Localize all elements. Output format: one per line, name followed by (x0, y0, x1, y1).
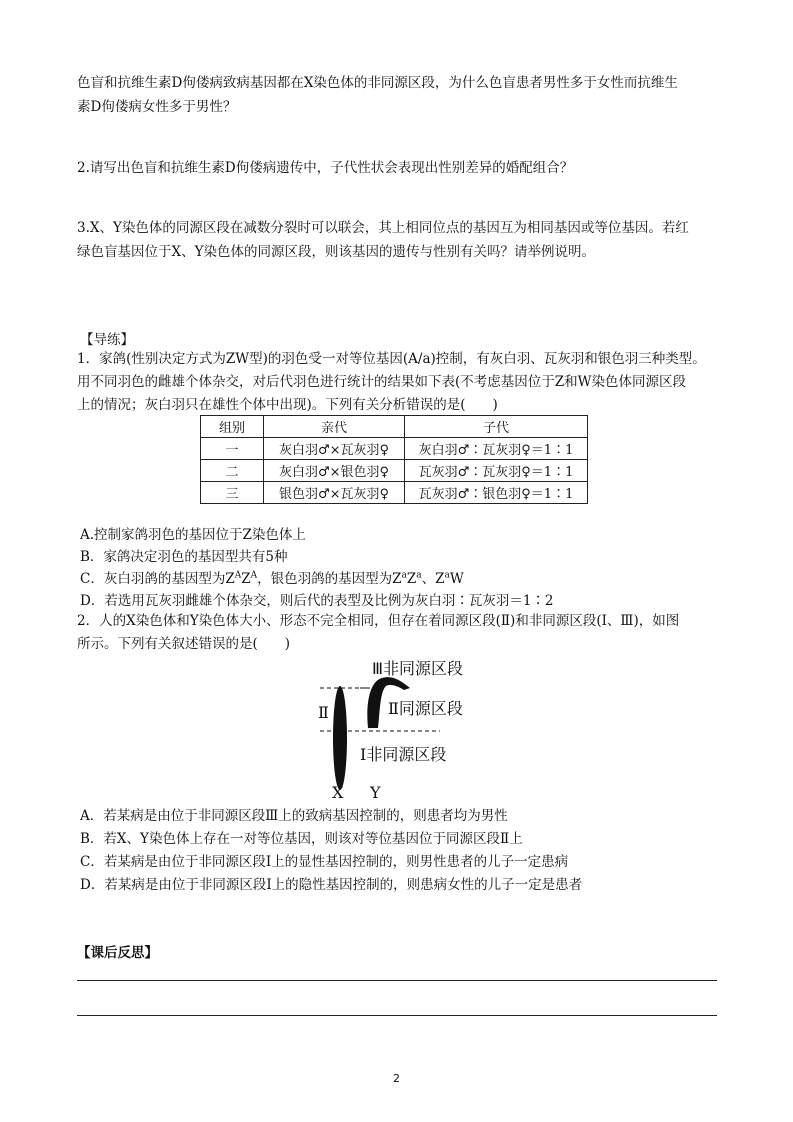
allele-superscript: a (401, 570, 407, 581)
exercise-2-line-1: 2．人的X染色体和Y染色体大小、形态不完全相同，但存在着同源区段(Ⅱ)和非同源区段(Ⅰ、Ⅲ)，如图 (77, 613, 680, 629)
reflection-section-title: 【课后反思】 (77, 945, 158, 961)
allele-superscript: A (250, 570, 258, 581)
allele-superscript: A (234, 570, 242, 581)
exercise-1-option-b: B．家鸽决定羽色的基因型共有5种 (80, 549, 288, 565)
exercise-2-option-b: B．若X、Y染色体上存在一对等位基因，则该对等位基因位于同源区段Ⅱ上 (80, 831, 523, 847)
table-cell: 灰白羽♂×银色羽♀ (264, 460, 405, 482)
question-1-line-1: 色盲和抗维生素D佝偻病致病基因都在X染色体的非同源区段，为什么色盲患者男性多于女性而抗维生 (77, 75, 678, 91)
table-cell: 瓦灰羽♂∶银色羽♀＝1∶1 (405, 482, 588, 504)
option-c-text: 、Z (421, 571, 445, 587)
table-cell: 灰白羽♂∶瓦灰羽♀＝1∶1 (405, 438, 588, 460)
exercise-2-line-2: 所示。下列有关叙述错误的是( ) (77, 636, 291, 652)
cross-results-table (200, 415, 588, 504)
exercise-1-stem (77, 348, 722, 417)
exercise-1-option-d: D．若选用瓦灰羽雌雄个体杂交，则后代的表型及比例为灰白羽∶瓦灰羽＝1∶2 (80, 593, 554, 609)
table-header-cell: 子代 (405, 416, 588, 438)
table-cell: 银色羽♂×瓦灰羽♀ (264, 482, 405, 504)
y-label: Y (370, 783, 381, 802)
exercise-1-line-3: 上的情况；灰白羽只在雄性个体中出现)。下列有关分析错误的是( ) (77, 397, 498, 413)
table-row (201, 438, 588, 460)
reflection-line (77, 980, 717, 981)
region-i-label: Ⅰ非同源区段 (360, 745, 447, 764)
table-cell: 瓦灰羽♂∶瓦灰羽♀＝1∶1 (405, 460, 588, 482)
question-2 (77, 156, 722, 180)
question-2-line-1: 2.请写出色盲和抗维生素D佝偻病遗传中，子代性状会表现出性别差异的婚配组合？ (77, 160, 574, 176)
option-c-text: ，银色羽鸽的基因型为Z (257, 571, 402, 587)
option-c-text: Z (241, 571, 251, 587)
question-1-line-2: 素D佝偻病女性多于男性？ (77, 99, 237, 115)
allele-superscript: a (444, 570, 450, 581)
exercise-1-line-1: 1．家鸽(性别决定方式为ZW型)的羽色受一对等位基因(A/a)控制，有灰白羽、瓦灰羽和银色羽三种类型。 (77, 351, 706, 367)
xy-chromosome-figure (300, 650, 500, 805)
x-label: X (332, 783, 344, 802)
table-row (201, 482, 588, 504)
page-number: 2 (393, 1072, 400, 1085)
allele-superscript: a (416, 570, 422, 581)
question-3 (77, 216, 722, 264)
question-1 (77, 71, 722, 119)
exercise-2-option-c: C．若某病是由位于非同源区段Ⅰ上的显性基因控制的，则男性患者的儿子一定患病 (80, 854, 569, 870)
table-cell: 一 (201, 438, 264, 460)
table-header-cell: 组别 (201, 416, 264, 438)
table-row (201, 460, 588, 482)
table-header-row (201, 416, 588, 438)
table-header-cell: 亲代 (264, 416, 405, 438)
option-c-text: Z (406, 571, 417, 587)
reflection-line (77, 1015, 717, 1016)
exercise-1-line-2: 用不同羽色的雌雄个体杂交，对后代羽色进行统计的结果如下表(不考虑基因位于Z和W染色体同源区段 (77, 374, 687, 390)
guide-section-title: 【导练】 (80, 332, 134, 348)
exercise-2-option-d: D．若某病是由位于非同源区段Ⅰ上的隐性基因控制的，则患病女性的儿子一定是患者 (80, 877, 583, 893)
region-ii-label: Ⅱ同源区段 (388, 699, 463, 718)
exercise-1-option-c (80, 569, 464, 589)
question-3-line-2: 绿色盲基因位于X、Y染色体的同源区段，则该基因的遗传与性别有关吗？请举例说明。 (77, 244, 596, 260)
table-cell: 二 (201, 460, 264, 482)
question-3-line-1: 3.X、Y染色体的同源区段在减数分裂时可以联会，其上相同位点的基因互为相同基因或等位基因。若红 (77, 220, 689, 236)
exercise-2-option-a: A．若某病是由位于非同源区段Ⅲ上的致病基因控制的，则患者均为男性 (80, 808, 508, 824)
table-cell: 三 (201, 482, 264, 504)
table-cell: 灰白羽♂×瓦灰羽♀ (264, 438, 405, 460)
x-chromosome (333, 686, 347, 790)
region-iii-label: Ⅲ非同源区段 (372, 659, 464, 678)
exercise-1-option-a: A.控制家鸽羽色的基因位于Z染色体上 (80, 527, 306, 543)
option-c-text: W (449, 571, 464, 587)
region-ii-left-label: Ⅱ (318, 703, 329, 722)
option-c-text: C．灰白羽鸽的基因型为Z (80, 571, 235, 587)
